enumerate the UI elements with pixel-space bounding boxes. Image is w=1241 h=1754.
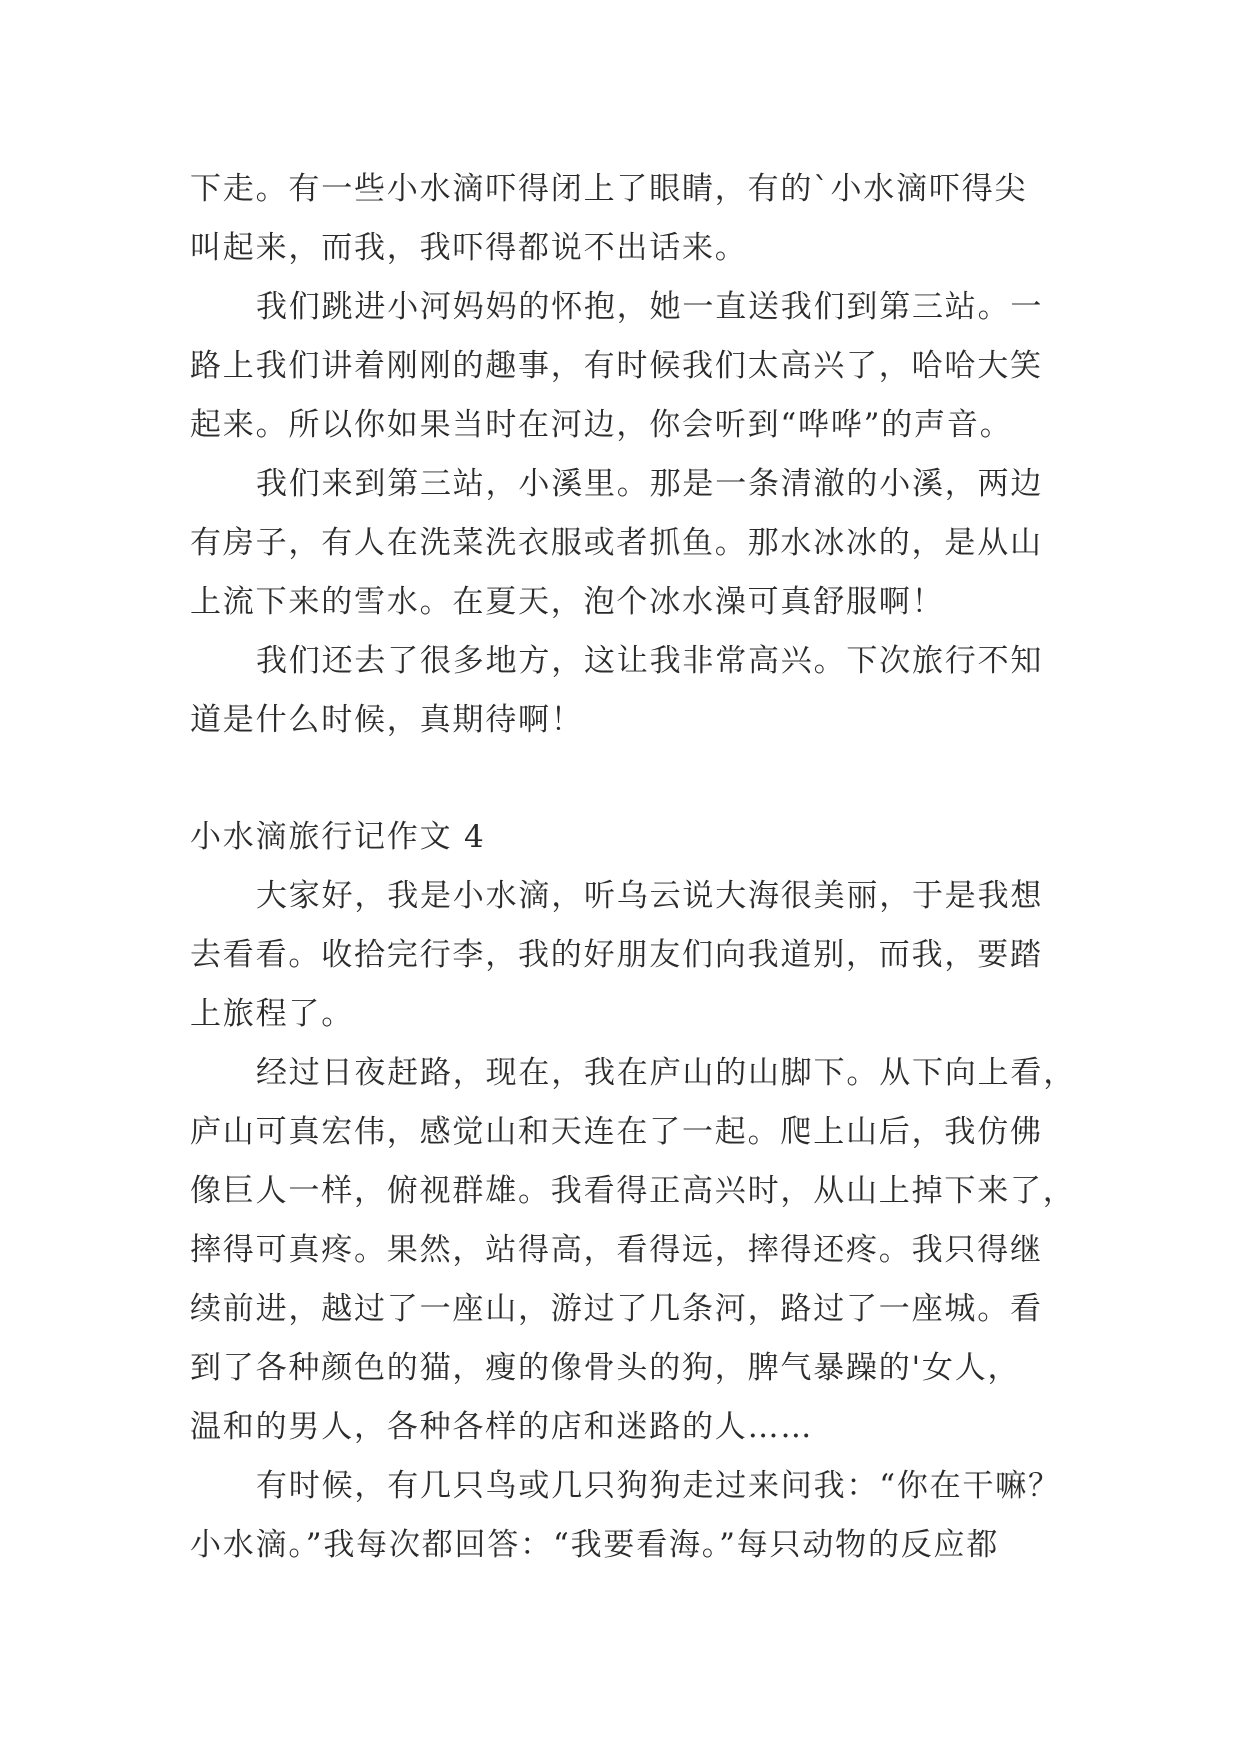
text-line: 小水滴。”我每次都回答：“我要看海。”每只动物的反应都 xyxy=(190,1527,1000,1563)
text-line: 叫起来，而我，我吓得都说不出话来。 xyxy=(190,230,748,266)
section-gap xyxy=(190,750,1060,808)
text-line: 下走。有一些小水滴吓得闭上了眼睛，有的`小水滴吓得尖 xyxy=(190,171,1028,207)
text-line: 有时候，有几只鸟或几只狗狗走过来问我：“你在干嘛？ xyxy=(256,1468,1061,1504)
paragraph-1 xyxy=(190,160,1060,278)
document-body xyxy=(190,160,1076,1575)
text-line: 庐山可真宏伟，感觉山和天连在了一起。爬上山后，我仿佛 xyxy=(190,1114,1043,1150)
paragraph-7 xyxy=(190,1457,1060,1575)
text-line: 摔得可真疼。果然，站得高，看得远，摔得还疼。我只得继 xyxy=(190,1232,1043,1268)
text-line: 我们跳进小河妈妈的怀抱，她一直送我们到第三站。一 xyxy=(256,289,1044,325)
text-line: 我们来到第三站，小溪里。那是一条清澈的小溪，两边 xyxy=(256,466,1044,502)
paragraph-3 xyxy=(190,455,1060,632)
text-line: 大家好，我是小水滴，听乌云说大海很美丽，于是我想 xyxy=(256,878,1044,914)
paragraph-4 xyxy=(190,632,1060,750)
text-line: 经过日夜赶路，现在，我在庐山的山脚下。从下向上看， xyxy=(256,1055,1076,1091)
text-line: 起来。所以你如果当时在河边，你会听到“哗哗”的声音。 xyxy=(190,407,1013,443)
text-line: 去看看。收拾完行李，我的好朋友们向我道别，而我，要踏 xyxy=(190,937,1043,973)
text-line: 像巨人一样，俯视群雄。我看得正高兴时，从山上掉下来了， xyxy=(190,1173,1076,1209)
paragraph-5 xyxy=(190,867,1060,1044)
paragraph-6 xyxy=(190,1044,1076,1457)
text-line: 路上我们讲着刚刚的趣事，有时候我们太高兴了，哈哈大笑 xyxy=(190,348,1043,384)
text-line: 我们还去了很多地方，这让我非常高兴。下次旅行不知 xyxy=(256,643,1044,679)
text-line: 续前进，越过了一座山，游过了几条河，路过了一座城。看 xyxy=(190,1291,1043,1327)
text-line: 有房子，有人在洗菜洗衣服或者抓鱼。那水冰冰的，是从山 xyxy=(190,525,1043,561)
text-line: 温和的男人，各种各样的店和迷路的人…… xyxy=(190,1409,814,1445)
text-line: 上流下来的雪水。在夏天，泡个冰水澡可真舒服啊！ xyxy=(190,584,945,620)
section-heading: 小水滴旅行记作文 4 xyxy=(190,819,486,855)
text-line: 到了各种颜色的猫，瘦的像骨头的狗，脾气暴躁的'女人， xyxy=(190,1350,1021,1386)
paragraph-2 xyxy=(190,278,1060,455)
text-line: 上旅程了。 xyxy=(190,996,354,1032)
text-line: 道是什么时候，真期待啊！ xyxy=(190,702,584,738)
